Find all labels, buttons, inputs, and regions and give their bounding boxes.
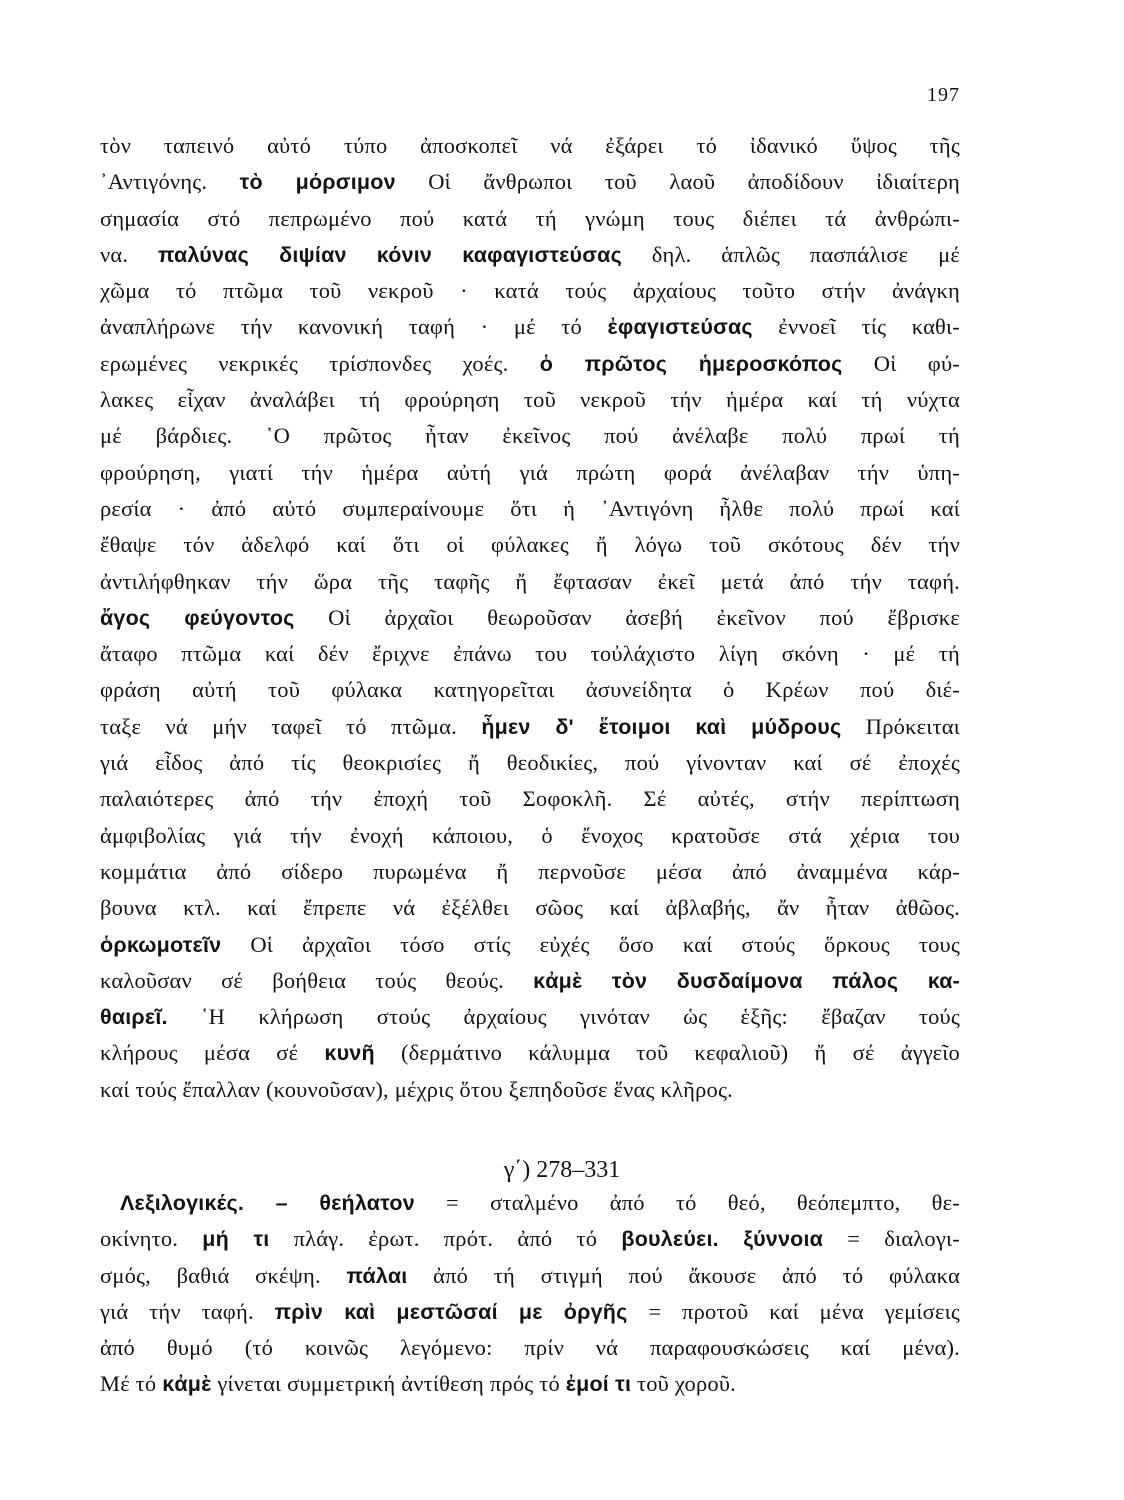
- text-line: [100, 1258, 960, 1294]
- text-run: βουνα κτλ. καί ἔπρεπε νά ἐξέλθει σῶος καί ἀβλαβής, ἄν ἦταν ἀθῶος.: [100, 895, 960, 921]
- text-run: ἄταφο πτῶμα καί δέν ἔριχνε ἐπάνω του τοὐλάχιστο λίγη σκόνη · μέ τή: [100, 641, 960, 667]
- text-run: τὸν ταπεινό αὐτό τύπο ἀποσκοπεῖ νά ἐξάρει τό ἰδανικό ὕψος τῆς: [100, 133, 960, 158]
- text-run: κλήρους μέσα σέ: [100, 1040, 325, 1066]
- text-run: ρεσία · ἀπό αὐτό συμπεραίνουμε ὅτι ἡ ᾿Αντιγόνη ἦλθε πολύ πρωί καί: [100, 495, 960, 521]
- text-run: ἔθαψε τόν ἀδελφό καί ὅτι οἱ φύλακες ἤ λόγω τοῦ σκότους δέν τήν: [100, 532, 960, 558]
- text-line: [100, 999, 960, 1035]
- text-run: ἐννοεῖ τίς καθι-: [752, 314, 960, 340]
- text-run: Οἱ ἀρχαῖοι θεωροῦσαν ἀσεβή ἐκεῖνον πού ἔβρισκε: [294, 604, 960, 630]
- text-line: [100, 273, 960, 309]
- bold-term: τὸ μόρσιμον: [239, 170, 396, 195]
- text-run: ἀπό θυμό (τό κοινῶς λεγόμενο: πρίν νά παραφουσκώσεις καί μένα).: [100, 1335, 960, 1361]
- text-line: [100, 1035, 960, 1071]
- text-line: [100, 527, 960, 563]
- text-line: [100, 963, 960, 999]
- commentary-block-1: [100, 128, 960, 1108]
- text-run: (δερμάτινο κάλυμμα τοῦ κεφαλιοῦ) ἤ σέ ἀγγεῖο: [374, 1040, 960, 1066]
- text-line: [100, 455, 960, 491]
- text-line: [100, 164, 960, 200]
- text-line: [100, 818, 960, 854]
- text-run: οκίνητο.: [100, 1226, 203, 1252]
- text-run: Οἱ ἄνθρωποι τοῦ λαοῦ ἀποδίδουν ἰδιαίτερη: [395, 169, 960, 195]
- text-line: [100, 709, 960, 745]
- text-run: κομμάτια ἀπό σίδερο πυρωμένα ἤ περνοῦσε μέσα ἀπό ἀναμμένα κάρ-: [100, 858, 960, 884]
- bold-term: μή τι: [202, 1227, 270, 1252]
- text-line: [100, 745, 960, 781]
- text-run: φράση αὐτή τοῦ φύλακα κατηγορεῖται ἀσυνείδητα ὁ Κρέων πού διέ-: [100, 677, 960, 703]
- text-run: Μέ τό: [100, 1371, 163, 1397]
- text-line: [100, 672, 960, 708]
- page-number: 197: [927, 84, 960, 106]
- text-line: [100, 890, 960, 926]
- text-run: ερωμένες νεκρικές τρίσπονδες χοές.: [100, 350, 540, 376]
- bold-term: ἐμοί τι: [565, 1372, 632, 1397]
- text-run: γιά εἶδος ἀπό τίς θεοκρισίες ἤ θεοδικίες, πού γίνονταν καί σέ ἐποχές: [100, 750, 960, 776]
- text-run: ἀντιλήφθηκαν τήν ὥρα τῆς ταφῆς ἤ ἔφτασαν ἐκεῖ μετά ἀπό τήν ταφή.: [100, 568, 960, 594]
- text-run: καί τούς ἔπαλλαν (κουνοῦσαν), μέχρις ὅτου ξεπηδοῦσε ἕνας κλῆρος.: [100, 1076, 733, 1102]
- text-line: [100, 201, 960, 237]
- text-run: ῾Η κλήρωση στούς ἀρχαίους γινόταν ὡς ἑξῆς: ἔβαζαν τούς: [167, 1004, 960, 1030]
- text-line: [100, 600, 960, 636]
- bold-term: ὁρκωμοτεῖν: [100, 932, 222, 957]
- text-run: σμός, βαθιά σκέψη.: [100, 1262, 347, 1288]
- commentary-block-2: [100, 1185, 960, 1403]
- text-line: [100, 382, 960, 418]
- text-line: [100, 1221, 960, 1257]
- bold-term: ὁ πρῶτος ἡμεροσκόπος: [539, 351, 843, 376]
- bold-term: ἐφαγιστεύσας: [607, 315, 753, 340]
- text-run: γιά τήν ταφή.: [100, 1298, 275, 1324]
- text-line: [100, 1330, 960, 1366]
- section-heading: γ΄) 278–331: [503, 1157, 621, 1183]
- text-run: παλαιότερες ἀπό τήν ἐποχή τοῦ Σοφοκλῆ. Σέ αὐτές, στήν περίπτωση: [100, 786, 960, 812]
- text-run: Οἱ φύ-: [842, 350, 960, 376]
- bold-term: πάλαι: [346, 1263, 408, 1288]
- text-run: πλάγ. ἐρωτ. πρότ. ἀπό τό: [269, 1226, 622, 1252]
- bold-term: Λεξιλογικές. – θεήλατον: [120, 1191, 415, 1215]
- text-run: ἀπό τή στιγμή πού ἄκουσε ἀπό τό φύλακα: [407, 1262, 960, 1288]
- text-run: καλοῦσαν σέ βοήθεια τούς θεούς.: [100, 967, 534, 993]
- text-run: = σταλμένο ἀπό τό θεό, θεόπεμπτο, θε-: [414, 1190, 960, 1215]
- text-run: να.: [100, 241, 158, 267]
- bold-term: ἦμεν δ' ἕτοιμοι καὶ μύδρους: [481, 714, 842, 739]
- text-run: μέ βάρδιες. ῾Ο πρῶτος ἦταν ἐκεῖνος πού ἀνέλαβε πολύ πρωί τή: [100, 423, 960, 449]
- text-run: ταξε νά μήν ταφεῖ τό πτῶμα.: [100, 713, 482, 739]
- text-line: [100, 309, 960, 345]
- text-line: [100, 636, 960, 672]
- text-line: [100, 237, 960, 273]
- text-run: τοῦ χοροῦ.: [631, 1371, 737, 1397]
- text-line: [100, 781, 960, 817]
- text-run: Πρόκειται: [841, 713, 960, 739]
- text-line: [100, 1072, 960, 1108]
- text-run: ᾿Αντιγόνης.: [100, 169, 240, 195]
- bold-term: παλύνας διψίαν κόνιν καφαγιστεύσας: [157, 242, 622, 267]
- bold-term: πρὶν καὶ μεστῶσαί με ὀργῆς: [274, 1299, 628, 1324]
- text-line: [100, 1366, 960, 1402]
- text-run: σημασία στό πεπρωμένο πού κατά τή γνώμη τους διέπει τά ἀνθρώπι-: [100, 205, 960, 231]
- text-line: [100, 854, 960, 890]
- text-run: = διαλογι-: [823, 1226, 960, 1252]
- text-line: [100, 927, 960, 963]
- bold-term: βουλεύει. ξύννοια: [621, 1227, 824, 1252]
- text-run: = προτοῦ καί μένα γεμίσεις: [627, 1298, 960, 1324]
- text-line: [100, 1185, 960, 1221]
- bold-term: ἄγος φεύγοντος: [100, 605, 295, 630]
- text-line: [100, 1294, 960, 1330]
- bold-term: κυνῆ: [324, 1041, 375, 1066]
- text-run: Οἱ ἀρχαῖοι τόσο στίς εὐχές ὅσο καί στούς ὅρκους τους: [221, 931, 960, 957]
- text-run: φρούρηση, γιατί τήν ἡμέρα αὐτή γιά πρώτη φορά ἀνέλαβαν τήν ὑπη-: [100, 459, 960, 485]
- text-run: χῶμα τό πτῶμα τοῦ νεκροῦ · κατά τούς ἀρχαίους τοῦτο στήν ἀνάγκη: [100, 278, 960, 304]
- text-line: [100, 346, 960, 382]
- text-run: λακες εἶχαν ἀναλάβει τή φρούρηση τοῦ νεκροῦ τήν ἡμέρα καί τή νύχτα: [100, 387, 960, 413]
- bold-term: θαιρεῖ.: [100, 1005, 168, 1030]
- text-run: ἀναπλήρωνε τήν κανονική ταφή · μέ τό: [100, 314, 608, 340]
- bold-term: κἀμὲ τὸν δυσδαίμονα πάλος κα-: [533, 968, 960, 993]
- text-run: ἀμφιβολίας γιά τήν ἐνοχή κάποιου, ὁ ἔνοχος κρατοῦσε στά χέρια του: [100, 822, 960, 848]
- text-run: γίνεται συμμετρική ἀντίθεση πρός τό: [211, 1371, 566, 1397]
- bold-term: κἀμὲ: [162, 1372, 212, 1397]
- text-line: [100, 491, 960, 527]
- text-line: [100, 128, 960, 164]
- text-line: [100, 418, 960, 454]
- text-run: δηλ. ἁπλῶς πασπάλισε μέ: [621, 241, 960, 267]
- text-line: [100, 564, 960, 600]
